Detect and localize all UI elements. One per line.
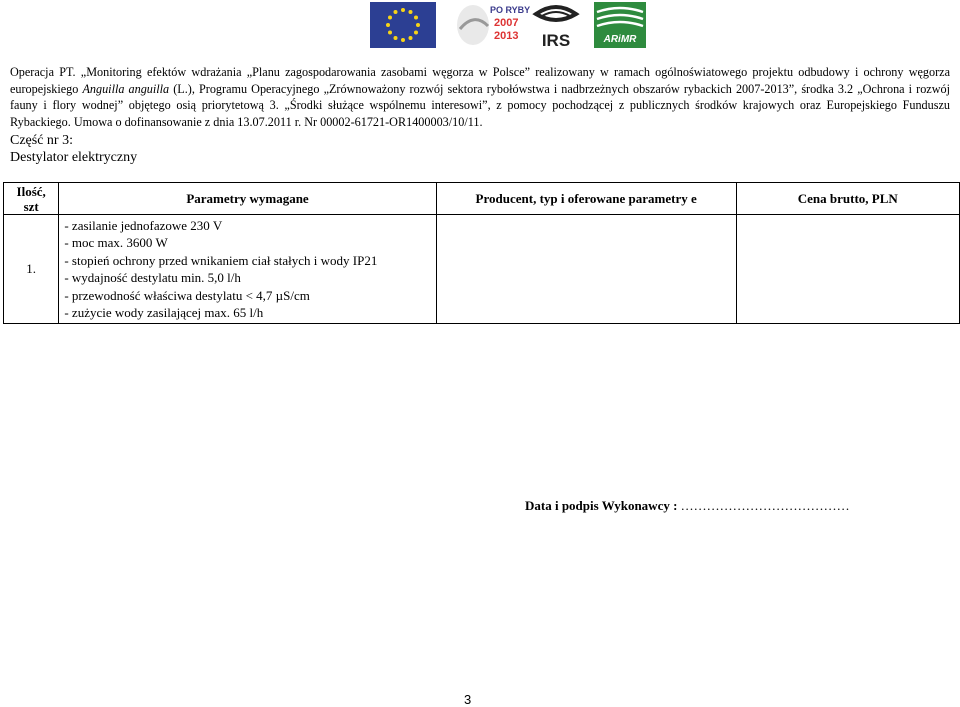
price-cell[interactable] xyxy=(736,215,959,324)
irs-text: IRS xyxy=(541,31,571,50)
parameter-list xyxy=(59,215,435,323)
parameter-item: - przewodność właściwa destylatu < 4,7 µS/cm xyxy=(64,287,310,303)
header-required-parameters: Parametry wymagane xyxy=(59,183,436,215)
eu-flag-logo xyxy=(370,2,436,48)
page-number: 3 xyxy=(464,692,472,707)
parameter-item: - stopień ochrony przed wnikaniem ciał stałych i wody IP21 xyxy=(64,252,378,268)
description-part-2: (L.), Programu Operacyjnego „Zrównoważony rozwój sektora rybołówstwa i nadbrzeżnych obszarów rybackich 2007-2013”, środka 3.2 „Ochrona i rozwój fauny i flory wodnej” objętego osią priorytetową 3. „Środki służące wspólnemu interesowi”, z pomocy pochodzącej z publicznych środków krajowych oraz Europejskiego Funduszu Rybackiego. Umowa o dofinansowanie z dnia 13.07.2011 r. Nr 00002-61721-OR1400003/10/11. xyxy=(10,81,950,129)
po-ryby-year-start: 2007 xyxy=(494,17,519,29)
description-part-1: Operacja PT. „Monitoring efektów wdrażania „Planu zagospodarowania zasobami węgorza w Polsce” realizowany w ramach ogólnoświatowego projektu odbudowy i ochrony węgorza europejskiego xyxy=(10,65,950,96)
part-number: Część nr 3: xyxy=(10,133,73,148)
quantity-cell: 1. xyxy=(4,215,59,324)
header-quantity xyxy=(4,183,59,215)
part-title: Destylator elektryczny xyxy=(10,150,138,165)
irs-logo xyxy=(534,2,578,48)
parameter-item: - zużycie wody zasilającej max. 65 l/h xyxy=(64,305,264,321)
po-ryby-text: PO RYBY xyxy=(490,5,531,15)
parameter-item: - wydajność destylatu min. 5,0 l/h xyxy=(64,270,241,286)
po-ryby-logo xyxy=(454,2,531,48)
header-gross-price: Cena brutto, PLN xyxy=(736,183,959,215)
header-quantity-unit: szt xyxy=(23,198,39,214)
parameter-item: - moc max. 3600 W xyxy=(64,235,168,251)
parameters-cell xyxy=(59,215,436,324)
arimr-logo xyxy=(594,2,646,48)
signature-label: Data i podpis Wykonawcy : xyxy=(525,498,678,513)
signature-dots[interactable]: ………………………………… xyxy=(680,498,850,513)
project-description xyxy=(10,64,950,130)
parameter-item: - zasilanie jednofazowe 230 V xyxy=(64,218,223,233)
header-quantity-label: Ilość, xyxy=(16,183,46,199)
table-header-row xyxy=(4,183,960,215)
arimr-text: ARiMR xyxy=(603,34,637,45)
signature-line xyxy=(525,498,850,514)
part-heading xyxy=(10,132,137,166)
specification-table xyxy=(3,182,960,324)
po-ryby-year-end: 2013 xyxy=(494,30,519,42)
table-row xyxy=(4,215,960,324)
header-producer: Producent, typ i oferowane parametry e xyxy=(436,183,736,215)
species-name: Anguilla anguilla xyxy=(82,81,170,96)
producer-cell[interactable] xyxy=(436,215,736,324)
